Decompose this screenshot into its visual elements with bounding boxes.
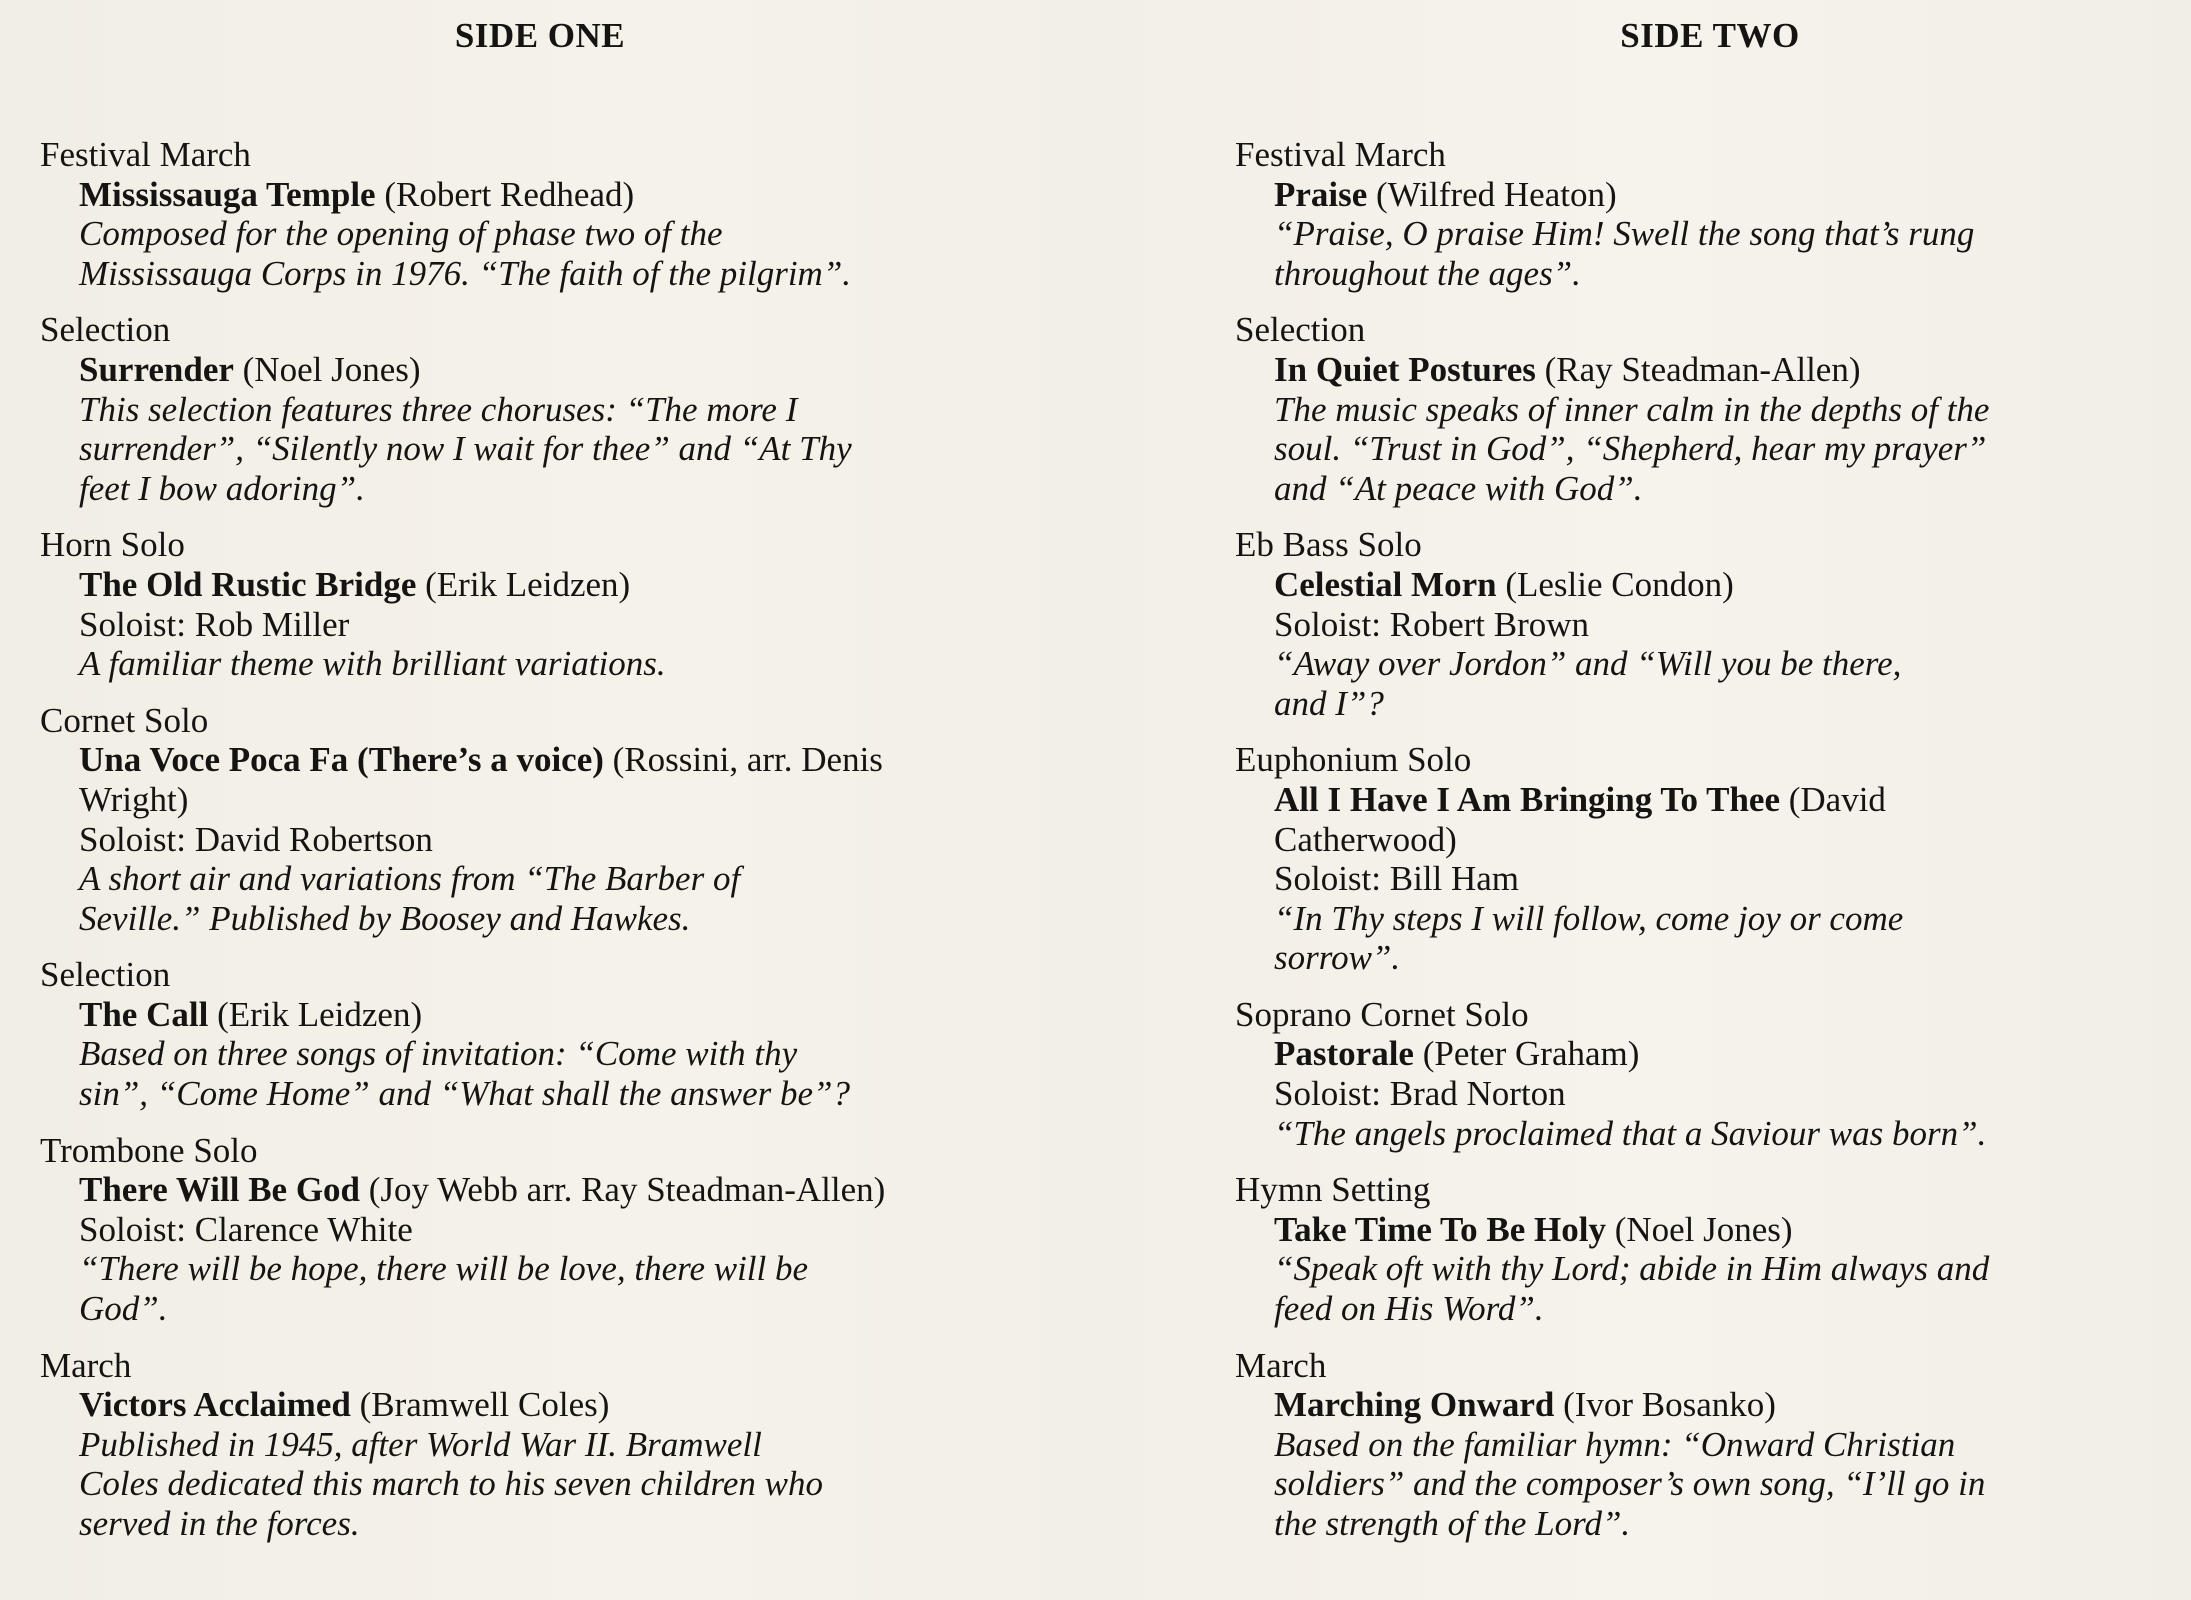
track-description-line: soul. “Trust in God”, “Shepherd, hear my prayer” bbox=[1274, 429, 1987, 469]
track-description-line: “In Thy steps I will follow, come joy or come bbox=[1274, 898, 1904, 938]
track-category: Selection bbox=[40, 310, 171, 350]
track-description-line: Seville.” Published by Boosey and Hawkes. bbox=[79, 898, 691, 938]
track-description-line: soldiers” and the composer’s own song, “I’ll go in bbox=[1274, 1464, 1986, 1504]
track-title: There Will Be God bbox=[79, 1170, 361, 1210]
track-entry bbox=[1235, 740, 2185, 978]
track-credit: (Joy Webb arr. Ray Steadman-Allen) bbox=[360, 1170, 886, 1210]
track-entry bbox=[40, 955, 1080, 1113]
track-entry bbox=[1235, 995, 2185, 1153]
track-description-line: Composed for the opening of phase two of the bbox=[79, 214, 723, 254]
track-entry bbox=[40, 310, 1080, 508]
track-category: Selection bbox=[1235, 310, 1366, 350]
track-entry bbox=[40, 701, 1080, 939]
track-title: Mississauga Temple bbox=[79, 174, 376, 214]
track-credit: (Robert Redhead) bbox=[375, 174, 635, 214]
side-two-track-list bbox=[1235, 135, 2185, 1561]
track-description-line: sin”, “Come Home” and “What shall the answer be”? bbox=[79, 1074, 851, 1114]
track-credit: (Ray Steadman-Allen) bbox=[1535, 349, 1861, 389]
track-entry bbox=[1235, 310, 2185, 508]
track-category: Festival March bbox=[1235, 135, 1446, 174]
side-one-track-list bbox=[40, 135, 1080, 1561]
track-entry bbox=[1235, 1170, 2185, 1328]
track-title-line bbox=[1235, 350, 2185, 390]
track-category: Selection bbox=[40, 955, 171, 995]
track-title: Surrender bbox=[79, 349, 234, 389]
track-description-line: Published in 1945, after World War II. Bramwell bbox=[79, 1424, 762, 1464]
track-category: Soprano Cornet Solo bbox=[1235, 994, 1529, 1034]
track-description-line: throughout the ages”. bbox=[1274, 253, 1581, 293]
side-two-heading: SIDE TWO bbox=[1620, 16, 1800, 55]
track-credit-continued: Catherwood) bbox=[1274, 819, 1457, 859]
track-credit: (David bbox=[1779, 779, 1886, 819]
track-description-line: Coles dedicated this march to his seven children who bbox=[79, 1464, 823, 1504]
track-title: The Old Rustic Bridge bbox=[79, 564, 417, 604]
track-soloist: Soloist: Bill Ham bbox=[1274, 859, 1520, 899]
track-category: March bbox=[1235, 1345, 1327, 1385]
track-description-line: Based on the familiar hymn: “Onward Christian bbox=[1274, 1424, 1956, 1464]
track-credit: (Noel Jones) bbox=[233, 349, 421, 389]
track-credit: (Rossini, arr. Denis bbox=[603, 740, 883, 780]
track-category: Cornet Solo bbox=[40, 700, 209, 740]
track-description-line: God”. bbox=[79, 1289, 168, 1329]
track-description-line: A short air and variations from “The Barber of bbox=[79, 859, 741, 899]
track-title-line bbox=[40, 740, 1080, 780]
track-title: Celestial Morn bbox=[1274, 564, 1497, 604]
track-description-line: “There will be hope, there will be love, there will be bbox=[79, 1249, 809, 1289]
track-entry bbox=[1235, 525, 2185, 723]
track-description-line: This selection features three choruses: “The more I bbox=[79, 389, 798, 429]
track-title-line bbox=[1235, 1210, 2185, 1250]
track-title: The Call bbox=[79, 994, 209, 1034]
track-soloist: Soloist: Robert Brown bbox=[1274, 604, 1590, 644]
track-description-line: feet I bow adoring”. bbox=[79, 468, 365, 508]
track-title-line bbox=[1235, 1034, 2185, 1074]
track-description-line: surrender”, “Silently now I wait for thee” and “At Thy bbox=[79, 429, 852, 469]
track-entry bbox=[40, 525, 1080, 683]
track-title: Take Time To Be Holy bbox=[1274, 1209, 1606, 1249]
track-title: Una Voce Poca Fa (There’s a voice) bbox=[79, 740, 604, 780]
track-title: Victors Acclaimed bbox=[79, 1385, 351, 1425]
track-description-line: Based on three songs of invitation: “Come with thy bbox=[79, 1034, 798, 1074]
track-title: Marching Onward bbox=[1274, 1385, 1555, 1425]
track-title-line bbox=[1235, 1385, 2185, 1425]
track-title-line bbox=[1235, 565, 2185, 605]
track-description-line: “The angels proclaimed that a Saviour was born”. bbox=[1274, 1113, 1987, 1153]
track-description-line: Mississauga Corps in 1976. “The faith of the pilgrim”. bbox=[79, 253, 852, 293]
track-soloist: Soloist: Brad Norton bbox=[1274, 1074, 1566, 1114]
track-description-line: “Praise, O praise Him! Swell the song that’s rung bbox=[1274, 214, 1975, 254]
track-title: In Quiet Postures bbox=[1274, 349, 1536, 389]
track-title: Pastorale bbox=[1274, 1034, 1414, 1074]
track-credit: (Bramwell Coles) bbox=[350, 1385, 610, 1425]
track-category: Eb Bass Solo bbox=[1235, 525, 1422, 565]
track-description-line: and “At peace with God”. bbox=[1274, 468, 1643, 508]
track-description-line: feed on His Word”. bbox=[1274, 1289, 1544, 1329]
track-description-line: and I”? bbox=[1274, 683, 1384, 723]
side-one-heading: SIDE ONE bbox=[454, 16, 626, 55]
track-title: All I Have I Am Bringing To Thee bbox=[1274, 779, 1780, 819]
track-credit-continued: Wright) bbox=[79, 779, 189, 819]
track-soloist: Soloist: Clarence White bbox=[79, 1209, 413, 1249]
track-title-line bbox=[40, 1385, 1080, 1425]
track-description-line: served in the forces. bbox=[79, 1504, 360, 1543]
track-title-line bbox=[40, 995, 1080, 1035]
track-entry bbox=[1235, 1346, 2185, 1544]
track-category: Festival March bbox=[40, 135, 251, 174]
track-title-line bbox=[40, 175, 1080, 215]
track-description-line: “Speak oft with thy Lord; abide in Him always and bbox=[1274, 1249, 1990, 1289]
track-title-line bbox=[40, 350, 1080, 390]
track-category: Trombone Solo bbox=[40, 1130, 258, 1170]
track-description-line: The music speaks of inner calm in the depths of the bbox=[1274, 389, 1990, 429]
track-description-line: the strength of the Lord”. bbox=[1274, 1504, 1631, 1543]
track-description-line: A familiar theme with brilliant variations. bbox=[79, 644, 666, 684]
track-entry bbox=[40, 1346, 1080, 1544]
track-entry bbox=[40, 1131, 1080, 1329]
track-credit: (Ivor Bosanko) bbox=[1554, 1385, 1776, 1425]
track-category: March bbox=[40, 1345, 132, 1385]
track-title-line bbox=[40, 565, 1080, 605]
track-credit: (Noel Jones) bbox=[1605, 1209, 1793, 1249]
track-credit: (Erik Leidzen) bbox=[208, 994, 423, 1034]
track-category: Horn Solo bbox=[40, 525, 185, 565]
track-description-line: sorrow”. bbox=[1274, 938, 1401, 978]
track-credit: (Erik Leidzen) bbox=[416, 564, 631, 604]
track-entry bbox=[1235, 135, 2185, 293]
track-soloist: Soloist: Rob Miller bbox=[79, 604, 350, 644]
track-description-line: “Away over Jordon” and “Will you be there, bbox=[1274, 644, 1902, 684]
track-title-line bbox=[40, 1170, 1080, 1210]
track-credit: (Leslie Condon) bbox=[1496, 564, 1734, 604]
track-title: Praise bbox=[1274, 174, 1368, 214]
track-category: Euphonium Solo bbox=[1235, 740, 1472, 780]
track-credit: (Wilfred Heaton) bbox=[1367, 174, 1617, 214]
track-credit: (Peter Graham) bbox=[1413, 1034, 1640, 1074]
track-soloist: Soloist: David Robertson bbox=[79, 819, 433, 859]
track-title-line bbox=[1235, 780, 2185, 820]
track-title-line bbox=[1235, 175, 2185, 215]
track-entry bbox=[40, 135, 1080, 293]
track-category: Hymn Setting bbox=[1235, 1170, 1431, 1210]
